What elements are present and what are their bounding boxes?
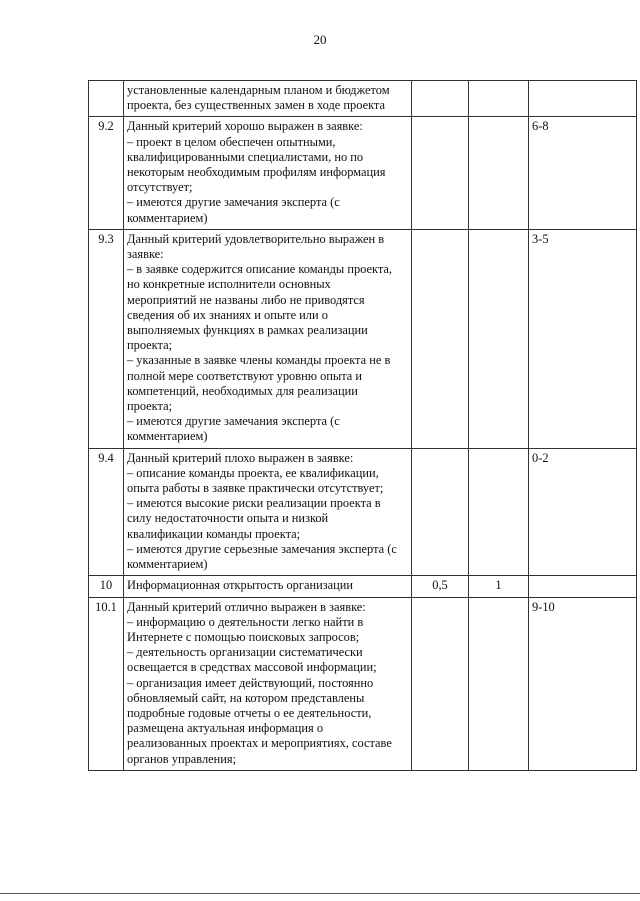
criterion-description-line: некоторым необходимым профилям информация: [127, 165, 386, 180]
criterion-description: [124, 81, 412, 117]
criterion-description-line: полной мере соответствуют уровню опыта и: [127, 368, 363, 383]
criteria-row: [89, 229, 637, 448]
criterion-max-score: [469, 448, 529, 576]
criterion-description-line: – имеются другие замечания эксперта (с: [127, 195, 340, 210]
criterion-weight: [412, 597, 469, 770]
criterion-weight: [412, 81, 469, 117]
criterion-max-score: [469, 117, 529, 229]
criterion-number: 10.1: [89, 597, 124, 770]
criterion-max-score: [469, 81, 529, 117]
criterion-description-line: – имеются высокие риски реализации проекта в: [127, 496, 381, 511]
criterion-description-line: комментарием): [127, 429, 208, 444]
criterion-description-line: выполняемых функциях в рамках реализации: [127, 323, 368, 338]
page-bottom-rule: [0, 893, 640, 894]
criterion-number: 9.3: [89, 229, 124, 448]
criteria-table: [88, 80, 637, 771]
criterion-score-range: [529, 81, 637, 117]
criteria-row: [89, 576, 637, 597]
criterion-score-range: 6-8: [529, 117, 637, 229]
criterion-description-line: Данный критерий удовлетворительно выражен в: [127, 231, 385, 246]
criterion-description: [124, 117, 412, 229]
criterion-description-line: сведения об их знаниях и опыте или о: [127, 307, 328, 322]
criterion-description-line: Данный критерий хорошо выражен в заявке:: [127, 119, 363, 134]
criterion-description-line: квалификации команды проекта;: [127, 526, 301, 541]
criterion-description-line: компетенций, необходимых для реализации: [127, 383, 358, 398]
criterion-description-line: – организация имеет действующий, постоянно: [127, 675, 374, 690]
criterion-description-line: подробные годовые отчеты о ее деятельности,: [127, 705, 372, 720]
criterion-description-line: – проект в целом обеспечен опытными,: [127, 134, 336, 149]
criteria-row: [89, 117, 637, 229]
criterion-description-line: – в заявке содержится описание команды проекта,: [127, 262, 393, 277]
criterion-description-line: комментарием): [127, 557, 208, 572]
criterion-max-score: [469, 597, 529, 770]
criterion-description-line: – информацию о деятельности легко найти в: [127, 614, 364, 629]
criterion-description-line: мероприятий не названы либо не приводятся: [127, 292, 365, 307]
criterion-description-line: проекта;: [127, 338, 173, 353]
page-number: 20: [313, 32, 327, 47]
criterion-description-line: – деятельность организации систематически: [127, 645, 363, 660]
criterion-number: 9.4: [89, 448, 124, 576]
criteria-table-body: [89, 81, 637, 771]
criterion-description-line: проекта;: [127, 399, 173, 414]
criterion-score-range: 3-5: [529, 229, 637, 448]
criteria-row: [89, 81, 637, 117]
criterion-description-line: опыта работы в заявке практически отсутствует;: [127, 481, 384, 496]
criterion-description-line: обновляемый сайт, на котором представлены: [127, 690, 365, 705]
criterion-weight: 0,5: [412, 576, 469, 597]
criterion-score-range: [529, 576, 637, 597]
criterion-description-line: реализованных проектах и мероприятиях, составе: [127, 736, 392, 751]
criterion-description-line: размещена актуальная информация о: [127, 721, 324, 736]
criterion-description: [124, 597, 412, 770]
criterion-weight: [412, 229, 469, 448]
criteria-row: [89, 597, 637, 770]
criterion-score-range: 0-2: [529, 448, 637, 576]
criterion-description-line: квалифицированными специалистами, но по: [127, 149, 364, 164]
criterion-description-line: Данный критерий отлично выражен в заявке:: [127, 599, 366, 614]
criterion-description: [124, 229, 412, 448]
criterion-description: [124, 576, 412, 597]
criterion-description-line: – описание команды проекта, ее квалификации,: [127, 465, 379, 480]
criterion-score-range: 9-10: [529, 597, 637, 770]
criterion-weight: [412, 117, 469, 229]
criterion-description-line: – имеются другие серьезные замечания эксперта (с: [127, 541, 397, 556]
criterion-description-line: но конкретные исполнители основных: [127, 277, 331, 292]
criterion-number: 9.2: [89, 117, 124, 229]
criteria-row: [89, 448, 637, 576]
criterion-number: [89, 81, 124, 117]
criterion-description-line: установленные календарным планом и бюджетом: [127, 83, 390, 97]
criterion-description-line: Данный критерий плохо выражен в заявке:: [127, 450, 354, 465]
criterion-max-score: [469, 229, 529, 448]
criterion-weight: [412, 448, 469, 576]
criterion-description-line: органов управления;: [127, 751, 237, 766]
criterion-description-line: – имеются другие замечания эксперта (с: [127, 414, 340, 429]
criterion-max-score: 1: [469, 576, 529, 597]
criterion-description-line: отсутствует;: [127, 180, 193, 195]
criterion-description-line: – указанные в заявке члены команды проекта не в: [127, 353, 391, 368]
criterion-description-line: Информационная открытость организации: [127, 578, 354, 593]
criterion-description-line: заявке:: [127, 247, 164, 262]
criterion-description-line: проекта, без существенных замен в ходе проекта: [127, 98, 385, 113]
criterion-description-line: освещается в средствах массовой информации;: [127, 660, 377, 675]
criterion-description-line: комментарием): [127, 210, 208, 225]
criterion-number: 10: [89, 576, 124, 597]
criterion-description-line: силу недостаточности опыта и низкой: [127, 511, 329, 526]
criterion-description: [124, 448, 412, 576]
criterion-description-line: Интернете с помощью поисковых запросов;: [127, 629, 360, 644]
